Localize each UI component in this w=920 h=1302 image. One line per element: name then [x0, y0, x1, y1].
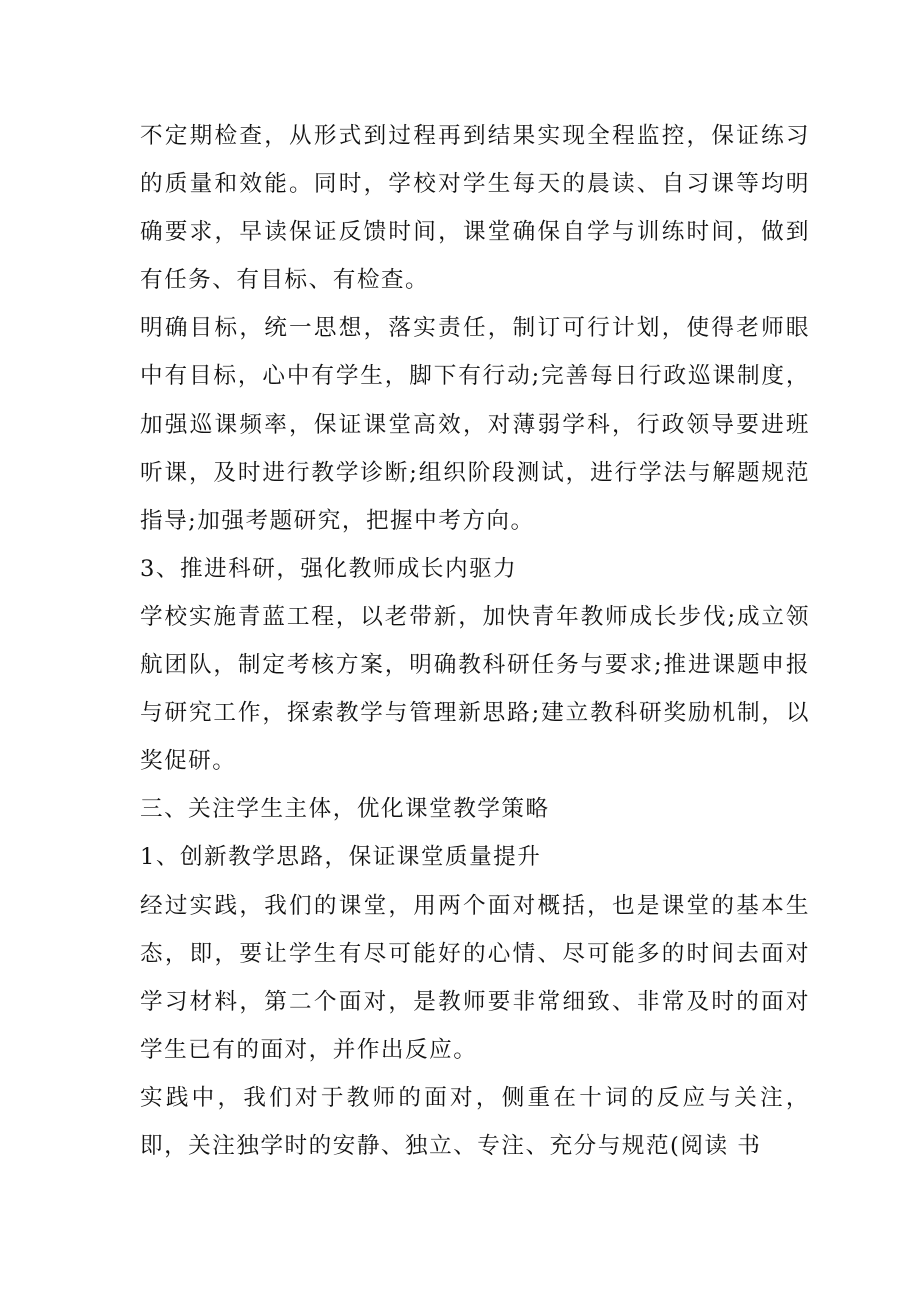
- paragraph-qinglan-project: 学校实施青蓝工程，以老带新，加快青年教师成长步伐;成立领航团队，制定考核方案，明确教科研任务与要求;推进课题申报与研究工作，探索教学与管理新思路;建立教科研奖励机制，以奖促研。: [140, 603, 810, 775]
- paragraph-practice: 实践中，我们对于教师的面对，侧重在十词的反应与关注，即，关注独学时的安静、独立、专注、充分与规范(阅读 书: [140, 1084, 810, 1159]
- document-body: [140, 112, 810, 1170]
- heading-section-three: 三、关注学生主体，优化课堂教学策略: [140, 796, 550, 823]
- heading-innovation: 1、创新教学思路，保证课堂质量提升: [140, 844, 542, 871]
- paragraph-inspection: 不定期检查，从形式到过程再到结果实现全程监控，保证练习的质量和效能。同时，学校对学生每天的晨读、自习课等均明确要求，早读保证反馈时间，课堂确保自学与训练时间，做到有任务、有目标、有检查。: [140, 123, 810, 294]
- paragraph-two-faces: 经过实践，我们的课堂，用两个面对概括，也是课堂的基本生态，即，要让学生有尽可能好的心情、尽可能多的时间去面对学习材料，第二个面对，是教师要非常细致、非常及时的面对学生已有的面对，并作出反应。: [140, 892, 810, 1063]
- heading-research: 3、推进科研，强化教师成长内驱力: [140, 555, 518, 582]
- paragraph-goals: 明确目标，统一思想，落实责任，制订可行计划，使得老师眼中有目标，心中有学生，脚下有行动;完善每日行政巡课制度，加强巡课频率，保证课堂高效，对薄弱学科，行政领导要进班听课，及时进行教学诊断;组织阶段测试，进行学法与解题规范指导;加强考题研究，把握中考方向。: [140, 315, 810, 534]
